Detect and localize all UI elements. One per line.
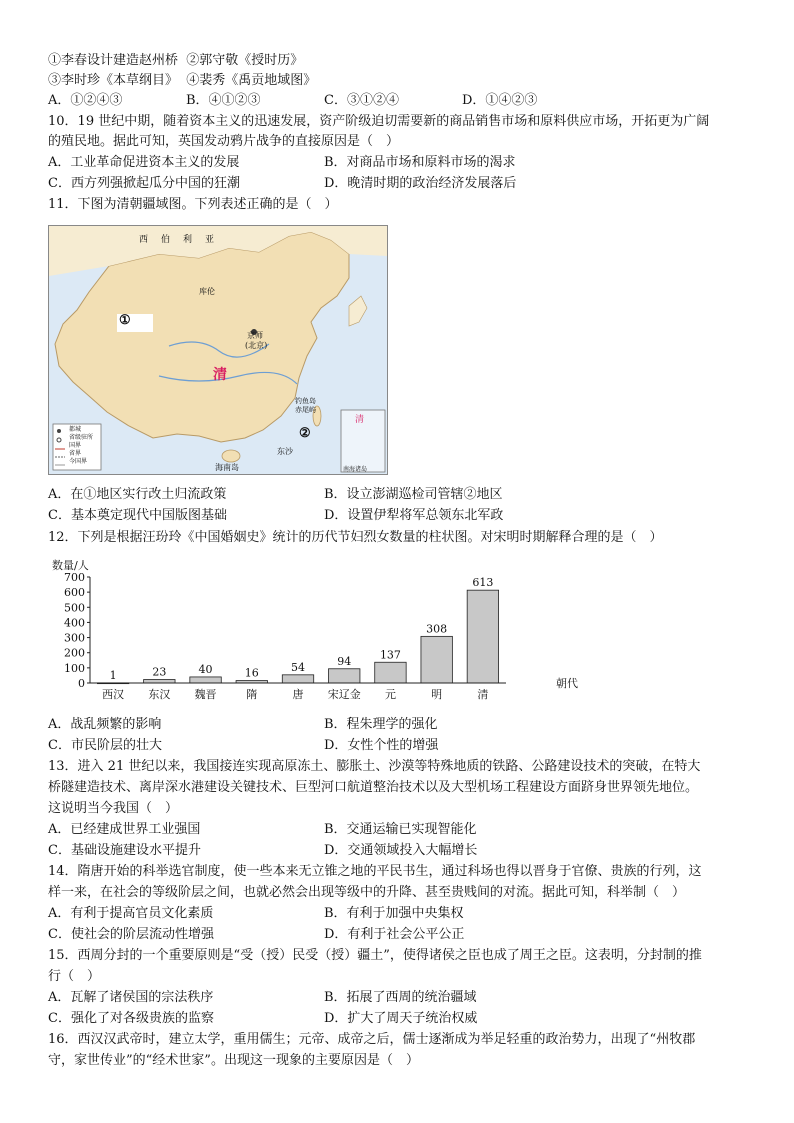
- q9-item-4: ④裴秀《禹贡地域图》: [186, 73, 317, 88]
- legend-national-border: 国界: [69, 442, 82, 449]
- q11-option-b[interactable]: B．设立澎湖巡检司管辖②地区: [324, 487, 503, 502]
- category-label: 魏晋: [194, 688, 217, 701]
- chart-svg: [48, 555, 588, 705]
- q12-option-b[interactable]: B．程朱理学的强化: [324, 717, 438, 732]
- chaste-women-bar-chart: [48, 555, 588, 705]
- q12-option-d[interactable]: D．女性个性的增强: [324, 738, 439, 753]
- legend-provincial-seat: 省级驻所: [69, 434, 94, 441]
- q16-stem-line1: 16．西汉汉武帝时，建立太学，重用儒生；元帝、成帝之后，儒士逐渐成为举足轻重的政治势力，出现了“州牧郡: [48, 1032, 696, 1047]
- map-label-beijing: (北京): [245, 341, 268, 350]
- y-tick-label: 0: [78, 677, 85, 690]
- legend-current-border: 今国界: [69, 458, 88, 465]
- q10-stem-line1: 10．19 世纪中期，随着资本主义的迅速发展，资产阶级迫切需要新的商品销售市场和原料供应市场，开拓更为广阔: [48, 114, 710, 129]
- y-tick-label: 100: [64, 661, 85, 675]
- map-label-qing: 清: [213, 367, 227, 383]
- q13-stem-line3: 这说明当今我国（ ）: [48, 801, 179, 816]
- q11-option-a[interactable]: A．在①地区实行改土归流政策: [48, 487, 227, 502]
- bar-value-label: 40: [198, 662, 213, 676]
- chart-xlabel: 朝代: [556, 677, 578, 690]
- map-mark-1: ①: [119, 313, 131, 328]
- q13-option-a[interactable]: A．已经建成世界工业强国: [48, 822, 201, 837]
- bar-6: [375, 662, 406, 683]
- bar-value-label: 54: [291, 660, 305, 674]
- q9-items-row2: [48, 72, 316, 90]
- q14-stem-line2: 样一来，在社会的等级阶层之间，也就必然会出现等级中的升降、甚至贵贱间的对流。据此可知，科举制（ ）: [48, 885, 686, 900]
- q10-stem-line2: 的殖民地。据此可知，英国发动鸦片战争的直接原因是（ ）: [48, 134, 400, 149]
- bar-value-label: 94: [337, 654, 352, 668]
- q10-option-d[interactable]: D．晚清时期的政治经济发展落后: [324, 176, 517, 191]
- q10-option-a[interactable]: A．工业革命促进资本主义的发展: [48, 155, 240, 170]
- q15-option-b[interactable]: B．拓展了西周的统治疆域: [324, 990, 477, 1005]
- map-mark-2: ②: [299, 426, 311, 441]
- y-tick-label: 300: [64, 631, 85, 645]
- y-tick-label: 200: [64, 646, 85, 660]
- bar-value-label: 1: [109, 668, 117, 682]
- map-label-dongsha: 东沙: [277, 447, 293, 456]
- map-label-hainan: 海南岛: [215, 463, 239, 472]
- q14-option-c[interactable]: C．使社会的阶层流动性增强: [48, 927, 214, 942]
- q10-option-b[interactable]: B．对商品市场和原料市场的渴求: [324, 155, 516, 170]
- y-tick-label: 400: [64, 616, 85, 630]
- q9-item-1: ①李春设计建造赵州桥: [48, 53, 179, 68]
- legend-provincial-border: 省界: [69, 450, 82, 457]
- category-label: 隋: [246, 688, 258, 701]
- q11-stem: 11．下图为清朝疆域图。下列表述正确的是（ ）: [48, 197, 338, 212]
- y-tick-label: 600: [64, 586, 85, 600]
- q12-option-c[interactable]: C．市民阶层的壮大: [48, 738, 162, 753]
- legend-capital: 都城: [69, 426, 82, 433]
- category-label: 清: [477, 688, 489, 701]
- map-label-qing-inset: 清: [355, 415, 365, 425]
- q15-option-d[interactable]: D．扩大了周天子统治权威: [324, 1011, 478, 1026]
- q16-stem-line2: 守，家世传业”的“经术世家”。出现这一现象的主要原因是（ ）: [48, 1053, 419, 1068]
- q14-option-b[interactable]: B．有利于加强中央集权: [324, 906, 464, 921]
- bar-value-label: 308: [426, 622, 448, 636]
- map-label-diaoyu: 钓鱼岛: [295, 397, 316, 405]
- category-label: 宋辽金: [327, 688, 361, 701]
- q13-option-b[interactable]: B．交通运输已实现智能化: [324, 822, 477, 837]
- bar-1: [144, 680, 175, 683]
- bar-value-label: 613: [472, 576, 494, 590]
- bar-2: [190, 677, 221, 683]
- q12-option-a[interactable]: A．战乱频繁的影响: [48, 717, 162, 732]
- q9-option-d[interactable]: D．①④②③: [462, 93, 538, 108]
- q9-option-c[interactable]: C．③①②④: [324, 93, 399, 108]
- map-label-kulun: 库伦: [199, 287, 215, 296]
- chart-ylabel: 数量/人: [52, 559, 89, 572]
- bar-value-label: 16: [244, 666, 259, 680]
- q12-stem: 12．下列是根据汪玢玲《中国婚姻史》统计的历代节妇烈女数量的柱状图。对宋明时期解释合理的是（ ）: [48, 530, 663, 545]
- category-label: 西汉: [102, 688, 125, 701]
- bar-5: [329, 669, 360, 683]
- map-label-siberia: 西 伯 利 亚: [139, 235, 217, 245]
- bar-value-label: 23: [152, 665, 167, 679]
- map-label-nanhai: 南海诸岛: [343, 466, 368, 473]
- map-legend: [69, 426, 93, 466]
- q9-item-3: ③李时珍《本草纲目》: [48, 73, 179, 88]
- map-label-jingshi: 京师: [247, 331, 263, 340]
- q13-option-d[interactable]: D．交通领域投入大幅增长: [324, 843, 478, 858]
- q10-option-c[interactable]: C．西方列强掀起瓜分中国的狂潮: [48, 176, 240, 191]
- map-svg: [49, 226, 387, 474]
- bar-value-label: 137: [379, 648, 401, 662]
- q13-stem-line2: 桥隧建造技术、离岸深水港建设关键技术、巨型河口航道整治技术以及大型机场工程建设方面跻身世界领先地位。: [48, 780, 699, 795]
- q15-option-c[interactable]: C．强化了对各级贵族的监察: [48, 1011, 214, 1026]
- q14-option-a[interactable]: A．有利于提高官员文化素质: [48, 906, 214, 921]
- q14-stem-line1: 14．隋唐开始的科举选官制度，使一些本来无立锥之地的平民书生，通过科场也得以晋身于官僚、贵族的行列，这: [48, 864, 702, 879]
- category-label: 东汉: [148, 688, 171, 701]
- q11-option-d[interactable]: D．设置伊犁将军总领东北军政: [324, 508, 504, 523]
- map-label-chiwei: 赤尾屿: [295, 406, 316, 414]
- q9-option-b[interactable]: B．④①②③: [186, 93, 261, 108]
- qing-territory-map: [48, 225, 388, 475]
- bar-8: [467, 590, 498, 683]
- q9-items-row1: [48, 52, 303, 70]
- q11-option-c[interactable]: C．基本奠定现代中国版图基础: [48, 508, 227, 523]
- category-label: 唐: [292, 688, 304, 701]
- category-label: 元: [384, 688, 396, 701]
- y-tick-label: 500: [64, 601, 85, 615]
- q13-option-c[interactable]: C．基础设施建设水平提升: [48, 843, 201, 858]
- q15-option-a[interactable]: A．瓦解了诸侯国的宗法秩序: [48, 990, 214, 1005]
- q15-stem-line2: 行（ ）: [48, 969, 101, 984]
- q15-stem-line1: 15．西周分封的一个重要原则是“受（授）民受（授）疆土”，使得诸侯之臣也成了周王之臣。这表明，分封制的推: [48, 948, 702, 963]
- bar-4: [282, 675, 313, 683]
- q13-stem-line1: 13．进入 21 世纪以来，我国接连实现高原冻土、膨胀土、沙漠等特殊地质的铁路、公路建设技术的突破，在特大: [48, 759, 701, 774]
- y-tick-label: 700: [64, 571, 85, 584]
- q14-option-d[interactable]: D．有利于社会公平公正: [324, 927, 465, 942]
- bar-7: [421, 636, 452, 683]
- q9-option-a[interactable]: A．①②④③: [48, 93, 123, 108]
- category-label: 明: [431, 688, 443, 701]
- q9-item-2: ②郭守敬《授时历》: [186, 53, 304, 68]
